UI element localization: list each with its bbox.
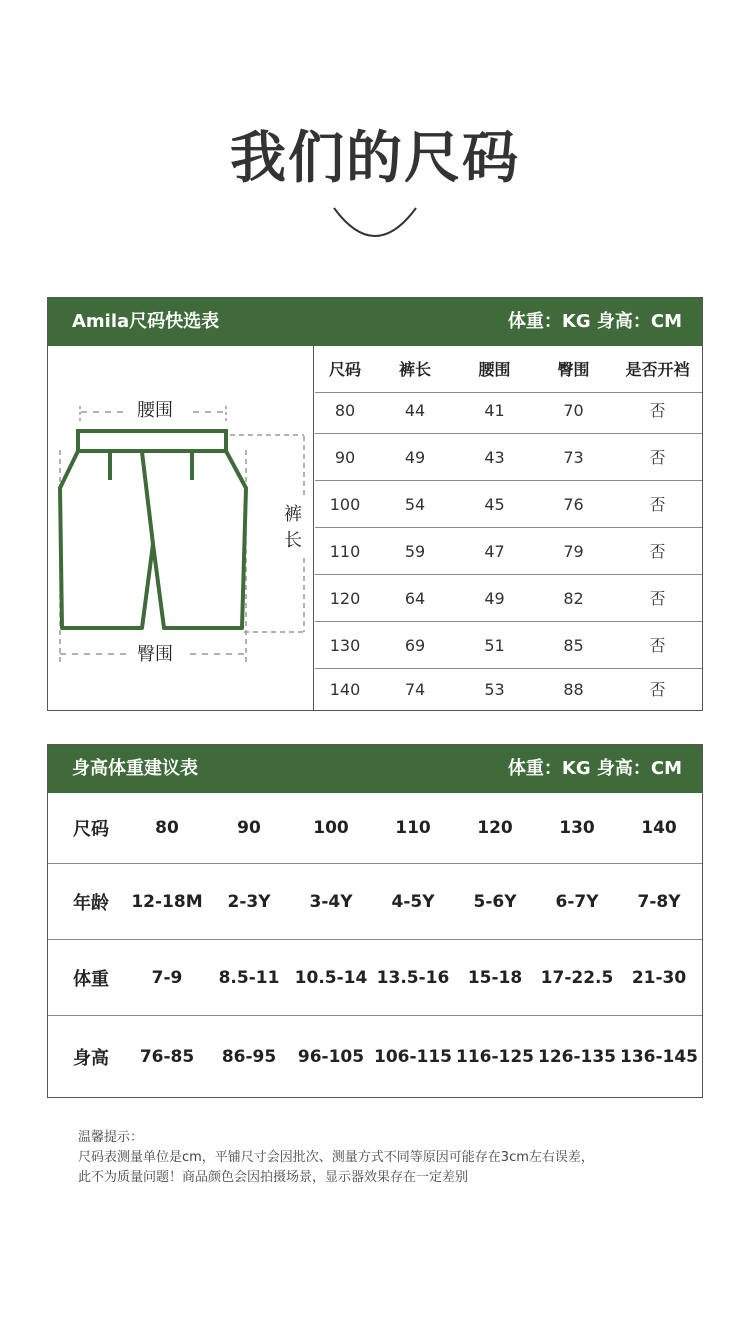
table-cell: 76 — [563, 495, 584, 514]
garment-diagram — [48, 346, 314, 710]
table-cell: 否 — [649, 589, 666, 608]
table-cell: 否 — [649, 401, 666, 420]
table-cell: 140 — [641, 818, 677, 838]
table-cell: 116-125 — [455, 1046, 535, 1067]
table-row — [315, 387, 702, 434]
table-cell: 12-18M — [131, 891, 203, 912]
table-row — [315, 669, 702, 710]
table-row — [315, 622, 702, 669]
table-cell: 110 — [329, 542, 361, 561]
table-cell: 44 — [404, 401, 426, 420]
recommendation-table — [48, 793, 702, 1097]
table-cell: 15-18 — [467, 967, 523, 988]
table-cell: 13.5-16 — [376, 967, 450, 988]
size-guide-unit: 体重：KG 身高：CM — [507, 311, 682, 332]
table-cell: 100 — [313, 818, 349, 838]
waist-label: 腰围 — [137, 400, 173, 421]
table-cell: 106-115 — [373, 1046, 453, 1067]
table-cell: 79 — [563, 542, 584, 561]
tip-note — [78, 1128, 594, 1188]
table-cell: 74 — [404, 680, 426, 699]
table-cell: 69 — [404, 636, 426, 655]
table-row — [48, 1016, 702, 1097]
table-cell: 6-7Y — [555, 891, 599, 912]
table-cell: 否 — [649, 542, 666, 561]
table-row — [315, 434, 702, 481]
table-cell: 136-145 — [619, 1046, 699, 1067]
shorts-outline-icon — [48, 346, 314, 710]
table-row — [315, 481, 702, 528]
table-cell: 45 — [484, 495, 505, 514]
table-cell: 54 — [404, 495, 426, 514]
row-label: 年龄 — [73, 892, 109, 914]
table-cell: 80 — [334, 401, 356, 420]
table-cell: 49 — [484, 589, 505, 608]
table-cell: 否 — [649, 680, 666, 699]
table-cell: 59 — [404, 542, 426, 561]
tip-heading: 温馨提示： — [78, 1130, 144, 1145]
table-cell: 80 — [155, 818, 179, 838]
tip-line: 尺码表测量单位是cm，平铺尺寸会因批次、测量方式不同等原因可能存在3cm左右误差， — [78, 1150, 594, 1165]
column-header: 腰围 — [478, 360, 511, 379]
table-cell: 85 — [563, 636, 584, 655]
size-table — [315, 346, 702, 710]
table-cell: 96-105 — [297, 1046, 365, 1067]
row-label: 体重 — [73, 968, 109, 990]
table-cell: 49 — [404, 448, 426, 467]
thigh-label: 臀围 — [137, 644, 173, 665]
table-cell: 43 — [484, 448, 505, 467]
size-guide-header — [48, 298, 702, 346]
row-label: 身高 — [73, 1047, 109, 1069]
column-header: 裤长 — [398, 360, 431, 379]
table-cell: 17-22.5 — [540, 967, 614, 988]
column-header: 是否开裆 — [625, 360, 690, 379]
table-cell: 否 — [649, 495, 666, 514]
table-cell: 51 — [484, 636, 505, 655]
table-cell: 90 — [334, 448, 356, 467]
table-cell: 90 — [237, 818, 261, 838]
table-row — [48, 793, 702, 864]
table-cell: 76-85 — [139, 1046, 195, 1067]
table-cell: 82 — [563, 589, 584, 608]
table-cell: 53 — [484, 680, 505, 699]
table-cell: 73 — [563, 448, 584, 467]
table-cell: 130 — [559, 818, 595, 838]
tip-line: 此不为质量问题！商品颜色会因拍摄场景，显示器效果存在一定差别 — [78, 1170, 469, 1185]
table-row — [315, 528, 702, 575]
column-header: 尺码 — [328, 360, 361, 379]
table-cell: 88 — [563, 680, 584, 699]
table-cell: 47 — [484, 542, 505, 561]
table-cell: 110 — [395, 818, 431, 838]
table-cell: 否 — [649, 448, 666, 467]
recommendation-title: 身高体重建议表 — [72, 758, 198, 779]
table-cell: 86-95 — [221, 1046, 277, 1067]
table-cell: 100 — [329, 495, 361, 514]
table-cell: 2-3Y — [227, 891, 271, 912]
table-cell: 130 — [329, 636, 361, 655]
size-table-header-row — [315, 346, 702, 393]
table-cell: 3-4Y — [309, 891, 353, 912]
table-cell: 126-135 — [537, 1046, 617, 1067]
size-guide-card — [47, 297, 703, 711]
recommendation-header — [48, 745, 702, 793]
table-cell: 120 — [477, 818, 513, 838]
size-guide-title: Amila尺码快选表 — [72, 311, 220, 332]
recommendation-card — [47, 744, 703, 1098]
page-title: 我们的尺码 — [230, 126, 520, 191]
table-cell: 否 — [649, 636, 666, 655]
table-cell: 41 — [484, 401, 505, 420]
table-cell: 120 — [329, 589, 361, 608]
table-row — [48, 864, 702, 940]
row-label: 尺码 — [73, 819, 109, 840]
table-cell: 5-6Y — [473, 891, 517, 912]
table-cell: 70 — [563, 401, 584, 420]
table-cell: 140 — [329, 680, 361, 699]
arc-smile-icon — [330, 204, 420, 244]
table-cell: 7-9 — [151, 967, 183, 988]
recommendation-unit: 体重：KG 身高：CM — [507, 758, 682, 779]
table-row — [48, 940, 702, 1016]
table-cell: 10.5-14 — [294, 967, 368, 988]
table-cell: 4-5Y — [391, 891, 435, 912]
table-cell: 21-30 — [631, 967, 687, 988]
table-row — [315, 575, 702, 622]
table-cell: 64 — [404, 589, 426, 608]
length-label: 裤长 — [284, 504, 302, 551]
column-header: 臀围 — [557, 360, 590, 379]
table-cell: 7-8Y — [637, 891, 681, 912]
table-cell: 8.5-11 — [218, 967, 280, 988]
